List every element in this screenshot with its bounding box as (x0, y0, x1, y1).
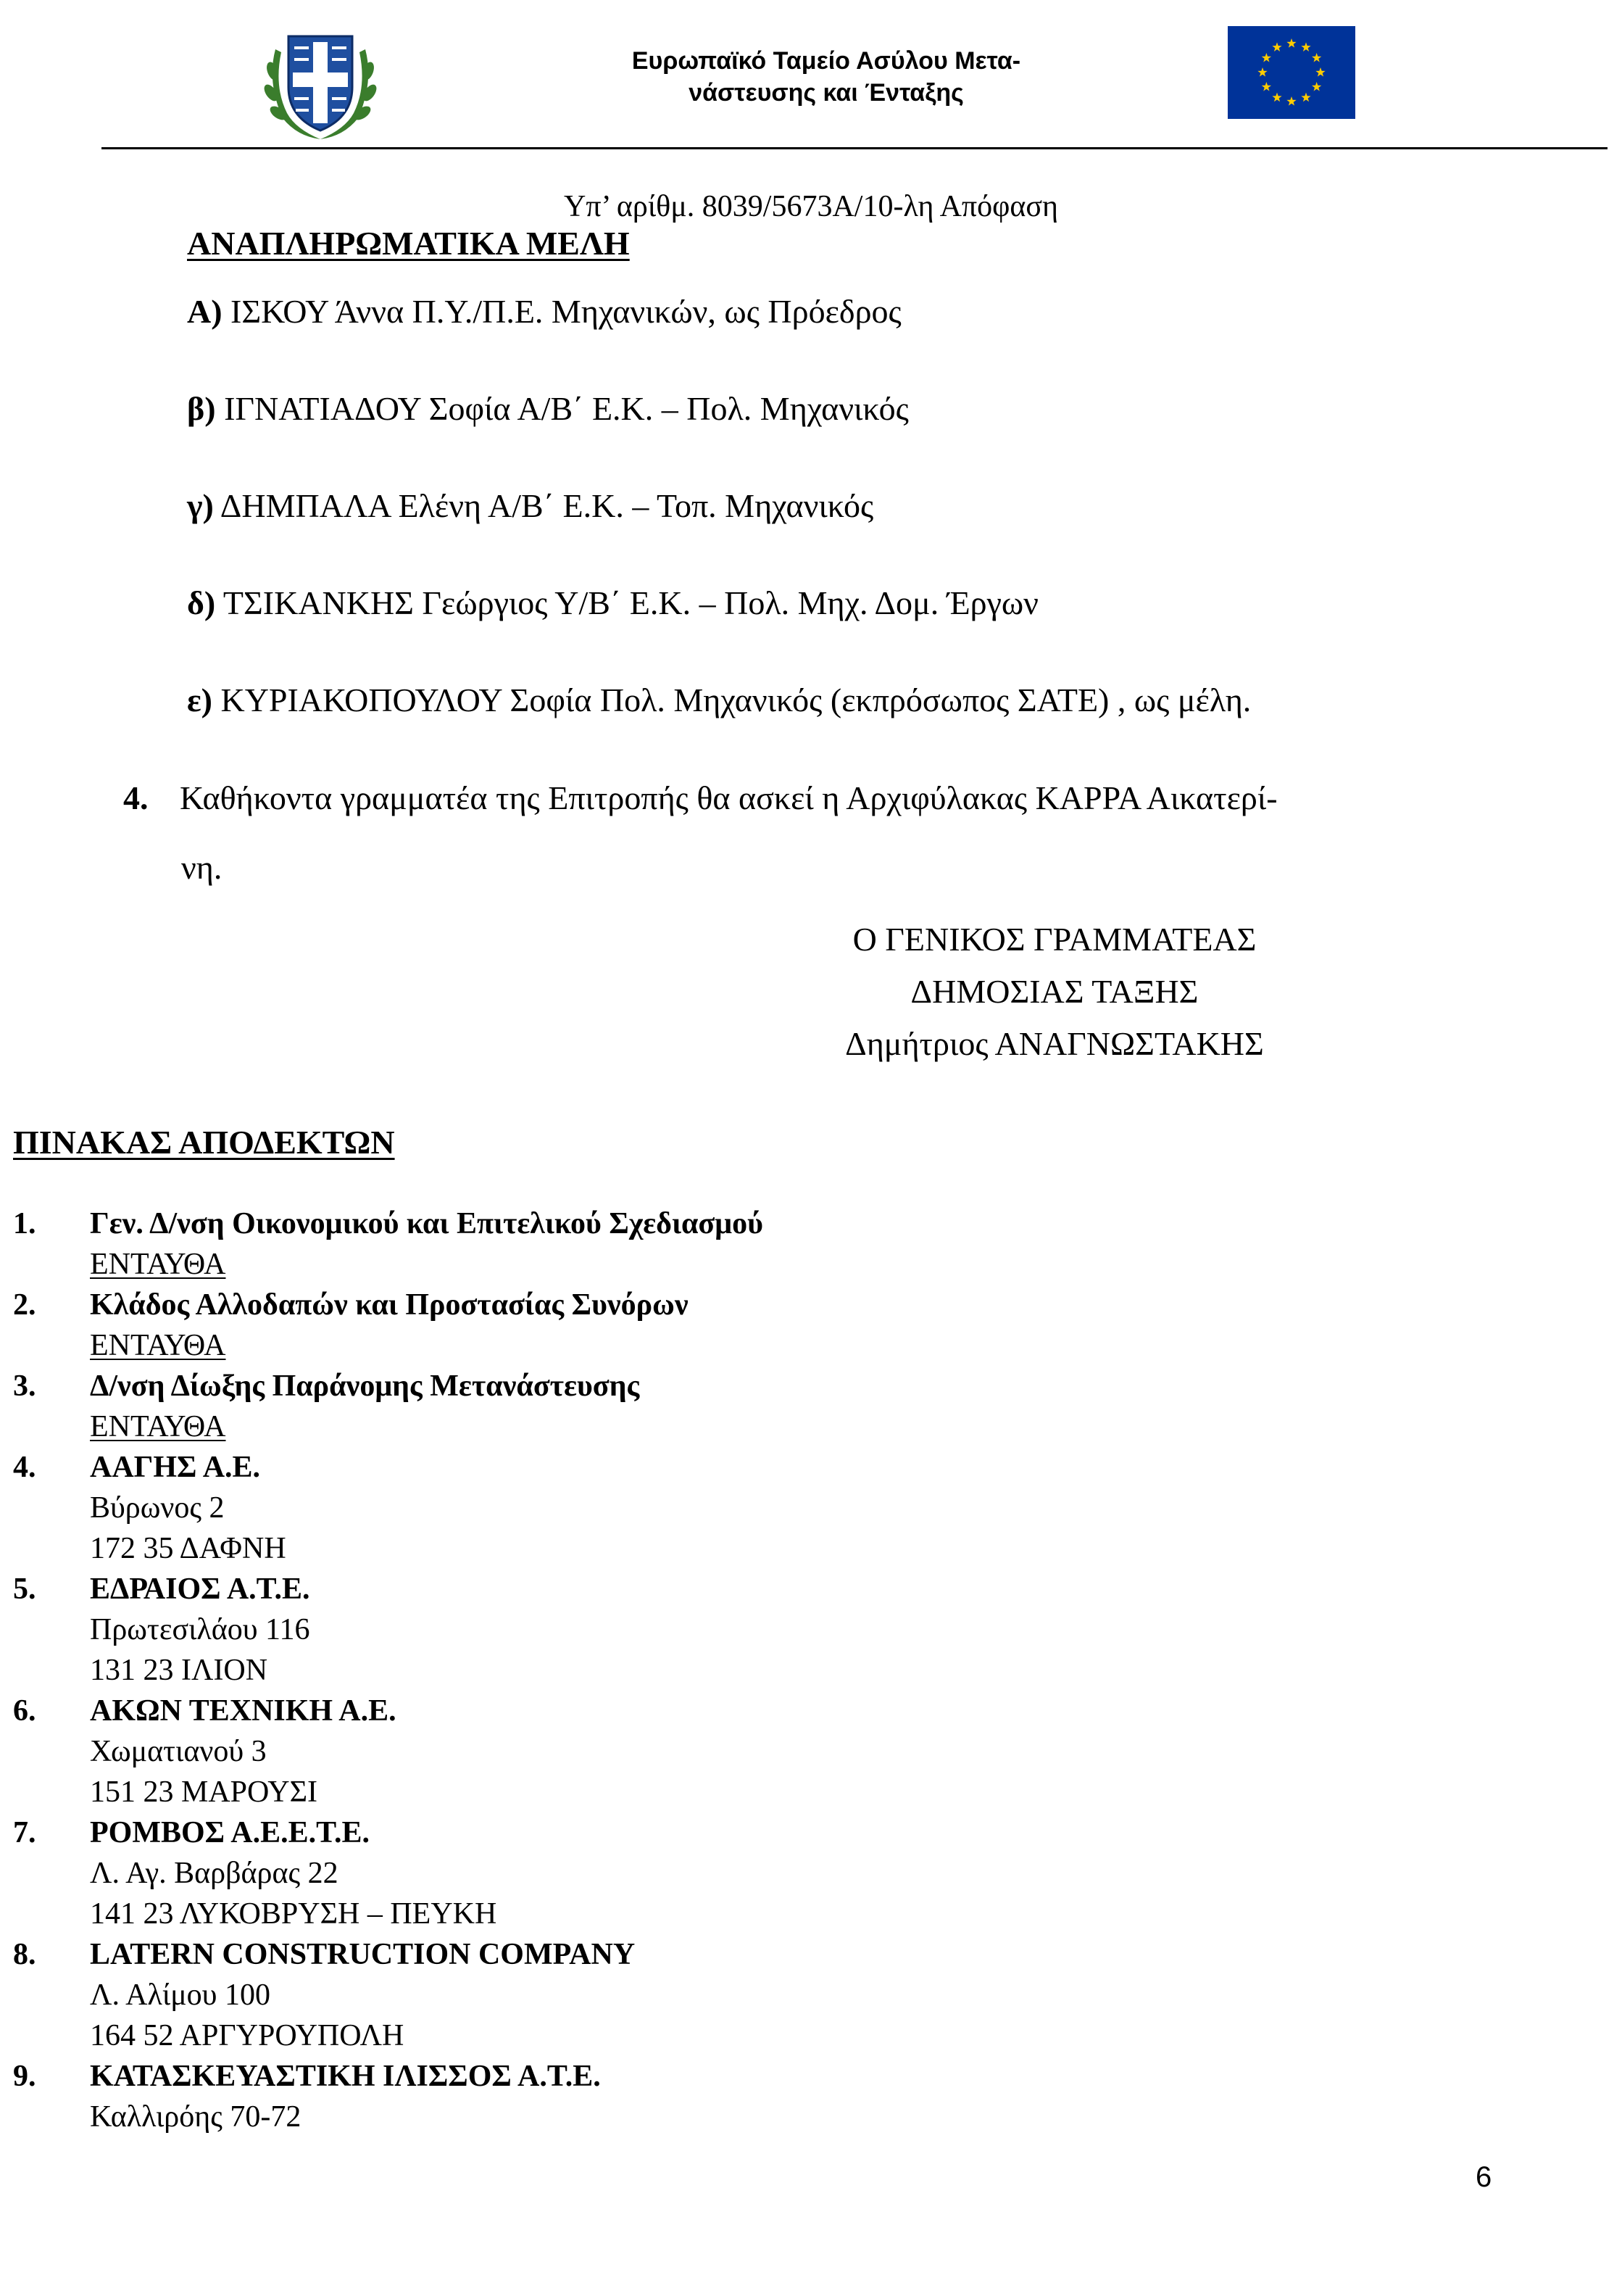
item-text: Καθήκοντα γραμματέα της Επιτροπής θα ασκεί η Αρχιφύλακας ΚΑΡΡΑ Αικατερί- (180, 779, 1278, 816)
eu-flag-logo (1228, 26, 1355, 119)
recipient-street: Βύρωνος 2 (90, 1491, 225, 1525)
recipient-number: 6. (13, 1694, 36, 1728)
recipient-name: Γεν. Δ/νση Οικονομικού και Επιτελικού Σχεδιασμού (90, 1207, 763, 1240)
recipients-heading: ΠΙΝΑΚΑΣ ΑΠΟΔΕΚΤΩΝ (13, 1124, 395, 1161)
recipient-number: 4. (13, 1451, 36, 1484)
recipient-number: 5. (13, 1572, 36, 1606)
page-number: 6 (1476, 2161, 1492, 2193)
alternate-member (187, 581, 1039, 625)
signature-title: Ο ΓΕΝΙΚΟΣ ΓΡΑΜΜΑΤΕΑΣ (852, 921, 1257, 958)
recipient-number: 1. (13, 1207, 36, 1240)
recipient-number: 8. (13, 1938, 36, 1971)
recipient-street: Χωματιανού 3 (90, 1735, 267, 1768)
recipient-name: ΚΑΤΑΣΚΕΥΑΣΤΙΚΗ ΙΛΙΣΣΟΣ Α.Τ.Ε. (90, 2060, 601, 2093)
recipient-name: ΑΑΓΗΣ Α.Ε. (90, 1451, 261, 1484)
member-marker: ε) (187, 681, 212, 718)
recipient-location: ΕΝΤΑΥΘΑ (90, 1329, 226, 1362)
recipient-name: Δ/νση Δίωξης Παράνομης Μετανάστευσης (90, 1369, 640, 1403)
alternate-member (187, 387, 909, 431)
recipient-name: ΑΚΩΝ ΤΕΧΝΙΚΗ Α.Ε. (90, 1694, 396, 1728)
recipient-location: ΕΝΤΑΥΘΑ (90, 1410, 226, 1443)
recipient-number: 2. (13, 1288, 36, 1322)
header-title (464, 45, 1189, 109)
recipient-city: 172 35 ΔΑΦΝΗ (90, 1532, 286, 1565)
recipient-name: LATERN CONSTRUCTION COMPANY (90, 1938, 636, 1971)
recipient-location: ΕΝΤΑΥΘΑ (90, 1248, 226, 1281)
alternate-member (187, 679, 1251, 722)
item-text-continuation: νη. (181, 849, 222, 886)
header-title-line2: νάστευσης και Ένταξης (689, 79, 964, 107)
member-marker: Α) (187, 293, 222, 330)
member-text: ΙΓΝΑΤΙΑΔΟΥ Σοφία Α/Β΄ Ε.Κ. – Πολ. Μηχανικός (215, 390, 909, 427)
decision-reference: Υπ’ αρίθμ. 8039/5673Α/10-λη Απόφαση (564, 190, 1058, 223)
recipient-street: Λ. Αλίμου 100 (90, 1978, 270, 2012)
greek-coat-of-arms-logo (262, 20, 378, 144)
member-marker: γ) (187, 487, 214, 524)
header-divider (101, 147, 1608, 149)
recipient-street: Καλλιρόης 70-72 (90, 2100, 301, 2134)
member-text: ΚΥΡΙΑΚΟΠΟΥΛΟΥ Σοφία Πολ. Μηχανικός (εκπρόσωπος ΣΑΤΕ) , ως μέλη. (212, 681, 1252, 718)
recipient-number: 3. (13, 1369, 36, 1403)
recipient-number: 7. (13, 1816, 36, 1849)
member-marker: β) (187, 390, 216, 427)
alternate-member (187, 484, 873, 528)
item-number: 4. (123, 779, 149, 816)
signature-name: Δημήτριος ΑΝΑΓΝΩΣΤΑΚΗΣ (845, 1025, 1264, 1062)
recipient-street: Λ. Αγ. Βαρβάρας 22 (90, 1857, 338, 1890)
member-text: ΤΣΙΚΑΝΚΗΣ Γεώργιος Υ/Β΄ Ε.Κ. – Πολ. Μηχ. Δομ. Έργων (215, 584, 1039, 621)
member-text: ΙΣΚΟΥ Άννα Π.Υ./Π.Ε. Μηχανικών, ως Πρόεδρος (222, 293, 902, 330)
recipient-name: Κλάδος Αλλοδαπών και Προστασίας Συνόρων (90, 1288, 689, 1322)
alternate-member (187, 290, 902, 333)
recipient-street: Πρωτεσιλάου 116 (90, 1613, 310, 1646)
member-text: ΔΗΜΠΑΛΑ Ελένη Α/Β΄ Ε.Κ. – Τοπ. Μηχανικός (213, 487, 874, 524)
recipient-name: ΡΟΜΒΟΣ Α.Ε.Ε.Τ.Ε. (90, 1816, 370, 1849)
recipient-city: 131 23 ΙΛΙΟΝ (90, 1654, 268, 1687)
recipient-name: ΕΔΡΑΙΟΣ Α.Τ.Ε. (90, 1572, 310, 1606)
member-marker: δ) (187, 584, 216, 621)
recipient-city: 151 23 ΜΑΡΟΥΣΙ (90, 1775, 318, 1809)
recipient-city: 141 23 ΛΥΚΟΒΡΥΣΗ – ΠΕΥΚΗ (90, 1897, 497, 1931)
header-title-line1: Ευρωπαϊκό Ταμείο Ασύλου Μετα- (631, 47, 1021, 75)
alternate-members-heading: ΑΝΑΠΛΗΡΩΜΑΤΙΚΑ ΜΕΛΗ (187, 225, 630, 262)
signature-department: ΔΗΜΟΣΙΑΣ ΤΑΞΗΣ (910, 973, 1199, 1010)
recipient-city: 164 52 ΑΡΓΥΡΟΥΠΟΛΗ (90, 2019, 404, 2052)
recipient-number: 9. (13, 2060, 36, 2093)
